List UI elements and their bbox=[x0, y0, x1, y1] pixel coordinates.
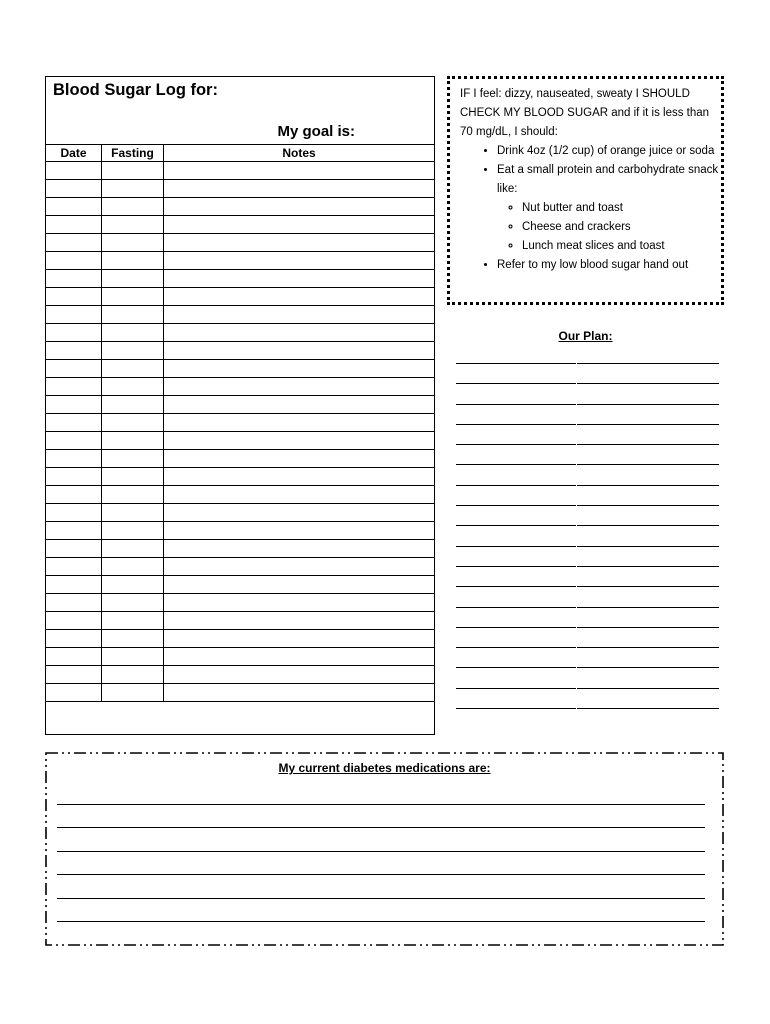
medication-line[interactable] bbox=[57, 874, 705, 897]
notes-cell[interactable] bbox=[164, 162, 435, 180]
column-header-notes: Notes bbox=[164, 145, 435, 162]
fasting-cell[interactable] bbox=[102, 540, 164, 558]
blood-sugar-log bbox=[45, 76, 435, 735]
date-cell[interactable] bbox=[46, 648, 102, 666]
log-row bbox=[46, 468, 435, 486]
plan-line[interactable] bbox=[456, 546, 719, 566]
date-cell[interactable] bbox=[46, 522, 102, 540]
warning-list bbox=[460, 142, 721, 275]
date-cell[interactable] bbox=[46, 162, 102, 180]
log-row bbox=[46, 666, 435, 684]
notes-cell[interactable] bbox=[164, 306, 435, 324]
fasting-cell[interactable] bbox=[102, 432, 164, 450]
date-cell[interactable] bbox=[46, 342, 102, 360]
date-cell[interactable] bbox=[46, 216, 102, 234]
notes-cell[interactable] bbox=[164, 648, 435, 666]
plan-line[interactable] bbox=[456, 607, 719, 627]
plan-lines bbox=[456, 363, 719, 728]
plan-line[interactable] bbox=[456, 363, 719, 383]
plan-line[interactable] bbox=[456, 627, 719, 647]
fasting-cell[interactable] bbox=[102, 414, 164, 432]
notes-cell[interactable] bbox=[164, 360, 435, 378]
date-cell[interactable] bbox=[46, 396, 102, 414]
log-row bbox=[46, 180, 435, 198]
medications-title: My current diabetes medications are: bbox=[278, 761, 491, 775]
log-row bbox=[46, 612, 435, 630]
plan-title: Our Plan: bbox=[558, 329, 613, 343]
plan-line[interactable] bbox=[456, 424, 719, 444]
date-cell[interactable] bbox=[46, 252, 102, 270]
log-row bbox=[46, 684, 435, 702]
plan-line[interactable] bbox=[456, 566, 719, 586]
notes-cell[interactable] bbox=[164, 216, 435, 234]
medication-line[interactable] bbox=[57, 804, 705, 827]
notes-cell[interactable] bbox=[164, 612, 435, 630]
medications-box bbox=[45, 752, 724, 946]
notes-cell[interactable] bbox=[164, 594, 435, 612]
log-row bbox=[46, 504, 435, 522]
warning-item-text: Eat a small protein and carbohydrate snack like: bbox=[497, 164, 719, 195]
plan-line[interactable] bbox=[456, 404, 719, 424]
medication-line[interactable] bbox=[57, 921, 705, 944]
log-row bbox=[46, 162, 435, 180]
plan-line[interactable] bbox=[456, 485, 719, 505]
date-cell[interactable] bbox=[46, 270, 102, 288]
plan-line[interactable] bbox=[456, 667, 719, 687]
log-row bbox=[46, 594, 435, 612]
date-cell[interactable] bbox=[46, 378, 102, 396]
notes-cell[interactable] bbox=[164, 378, 435, 396]
notes-cell[interactable] bbox=[164, 540, 435, 558]
plan-line[interactable] bbox=[456, 505, 719, 525]
date-cell[interactable] bbox=[46, 288, 102, 306]
goal-label: My goal is: bbox=[277, 123, 355, 140]
date-cell[interactable] bbox=[46, 414, 102, 432]
date-cell[interactable] bbox=[46, 684, 102, 702]
low-sugar-warning bbox=[447, 76, 724, 305]
log-row bbox=[46, 558, 435, 576]
notes-cell[interactable] bbox=[164, 324, 435, 342]
log-row bbox=[46, 324, 435, 342]
notes-cell[interactable] bbox=[164, 198, 435, 216]
date-cell[interactable] bbox=[46, 306, 102, 324]
fasting-cell[interactable] bbox=[102, 288, 164, 306]
plan-line[interactable] bbox=[456, 525, 719, 545]
plan-line[interactable] bbox=[456, 464, 719, 484]
notes-cell[interactable] bbox=[164, 396, 435, 414]
fasting-cell[interactable] bbox=[102, 324, 164, 342]
notes-cell[interactable] bbox=[164, 432, 435, 450]
log-body bbox=[46, 162, 435, 702]
log-row bbox=[46, 216, 435, 234]
fasting-cell[interactable] bbox=[102, 396, 164, 414]
log-row bbox=[46, 378, 435, 396]
fasting-cell[interactable] bbox=[102, 342, 164, 360]
log-title: Blood Sugar Log for: bbox=[53, 81, 218, 99]
fasting-cell[interactable] bbox=[102, 306, 164, 324]
fasting-cell[interactable] bbox=[102, 684, 164, 702]
medication-line[interactable] bbox=[57, 851, 705, 874]
notes-cell[interactable] bbox=[164, 180, 435, 198]
notes-cell[interactable] bbox=[164, 468, 435, 486]
fasting-cell[interactable] bbox=[102, 180, 164, 198]
notes-cell[interactable] bbox=[164, 504, 435, 522]
plan-line[interactable] bbox=[456, 688, 719, 708]
date-cell[interactable] bbox=[46, 612, 102, 630]
fasting-cell[interactable] bbox=[102, 558, 164, 576]
notes-cell[interactable] bbox=[164, 666, 435, 684]
date-cell[interactable] bbox=[46, 468, 102, 486]
notes-cell[interactable] bbox=[164, 576, 435, 594]
log-row bbox=[46, 432, 435, 450]
date-cell[interactable] bbox=[46, 234, 102, 252]
fasting-cell[interactable] bbox=[102, 648, 164, 666]
date-cell[interactable] bbox=[46, 180, 102, 198]
plan-line[interactable] bbox=[456, 647, 719, 667]
notes-cell[interactable] bbox=[164, 234, 435, 252]
fasting-cell[interactable] bbox=[102, 252, 164, 270]
date-cell[interactable] bbox=[46, 666, 102, 684]
medication-lines bbox=[57, 804, 705, 944]
log-row bbox=[46, 576, 435, 594]
log-row bbox=[46, 648, 435, 666]
date-cell[interactable] bbox=[46, 576, 102, 594]
log-table bbox=[45, 144, 435, 702]
log-row bbox=[46, 342, 435, 360]
medication-line[interactable] bbox=[57, 827, 705, 850]
fasting-cell[interactable] bbox=[102, 216, 164, 234]
log-row bbox=[46, 396, 435, 414]
notes-cell[interactable] bbox=[164, 522, 435, 540]
log-row bbox=[46, 234, 435, 252]
log-row bbox=[46, 306, 435, 324]
notes-cell[interactable] bbox=[164, 486, 435, 504]
log-row bbox=[46, 540, 435, 558]
fasting-cell[interactable] bbox=[102, 198, 164, 216]
log-row bbox=[46, 630, 435, 648]
plan-line[interactable] bbox=[456, 383, 719, 403]
log-row bbox=[46, 360, 435, 378]
fasting-cell[interactable] bbox=[102, 468, 164, 486]
warning-item: • Drink 4oz (1/2 cup) of orange juice or soda bbox=[497, 142, 721, 161]
fasting-cell[interactable] bbox=[102, 270, 164, 288]
notes-cell[interactable] bbox=[164, 252, 435, 270]
column-header-date: Date bbox=[46, 145, 102, 162]
notes-cell[interactable] bbox=[164, 558, 435, 576]
log-header-row bbox=[46, 145, 435, 162]
warning-intro: IF I feel: dizzy, nauseated, sweaty I SHOULD CHECK MY BLOOD SUGAR and if it is less than 70 mg/dL, I should: bbox=[460, 88, 710, 138]
fasting-cell[interactable] bbox=[102, 504, 164, 522]
notes-cell[interactable] bbox=[164, 630, 435, 648]
date-cell[interactable] bbox=[46, 594, 102, 612]
log-row bbox=[46, 270, 435, 288]
notes-cell[interactable] bbox=[164, 288, 435, 306]
fasting-cell[interactable] bbox=[102, 666, 164, 684]
plan-line[interactable] bbox=[456, 708, 719, 728]
snack-list bbox=[497, 199, 721, 256]
medication-line[interactable] bbox=[57, 898, 705, 921]
fasting-cell[interactable] bbox=[102, 594, 164, 612]
notes-cell[interactable] bbox=[164, 414, 435, 432]
fasting-cell[interactable] bbox=[102, 234, 164, 252]
log-row bbox=[46, 288, 435, 306]
notes-cell[interactable] bbox=[164, 342, 435, 360]
date-cell[interactable] bbox=[46, 450, 102, 468]
snack-item: ◦ Lunch meat slices and toast bbox=[522, 237, 721, 256]
fasting-cell[interactable] bbox=[102, 576, 164, 594]
date-cell[interactable] bbox=[46, 540, 102, 558]
plan-line[interactable] bbox=[456, 586, 719, 606]
log-row bbox=[46, 450, 435, 468]
notes-cell[interactable] bbox=[164, 684, 435, 702]
fasting-cell[interactable] bbox=[102, 630, 164, 648]
log-row bbox=[46, 252, 435, 270]
warning-item bbox=[497, 161, 721, 256]
fasting-cell[interactable] bbox=[102, 450, 164, 468]
fasting-cell[interactable] bbox=[102, 162, 164, 180]
snack-item: ◦ Nut butter and toast bbox=[522, 199, 721, 218]
notes-cell[interactable] bbox=[164, 450, 435, 468]
log-row bbox=[46, 522, 435, 540]
notes-cell[interactable] bbox=[164, 270, 435, 288]
plan-line[interactable] bbox=[456, 444, 719, 464]
fasting-cell[interactable] bbox=[102, 378, 164, 396]
snack-item: ◦ Cheese and crackers bbox=[522, 218, 721, 237]
date-cell[interactable] bbox=[46, 558, 102, 576]
fasting-cell[interactable] bbox=[102, 612, 164, 630]
fasting-cell[interactable] bbox=[102, 522, 164, 540]
date-cell[interactable] bbox=[46, 504, 102, 522]
warning-item: • Refer to my low blood sugar hand out bbox=[497, 256, 721, 275]
log-row bbox=[46, 198, 435, 216]
column-header-fasting: Fasting bbox=[102, 145, 164, 162]
fasting-cell[interactable] bbox=[102, 486, 164, 504]
date-cell[interactable] bbox=[46, 432, 102, 450]
date-cell[interactable] bbox=[46, 486, 102, 504]
fasting-cell[interactable] bbox=[102, 360, 164, 378]
date-cell[interactable] bbox=[46, 324, 102, 342]
log-row bbox=[46, 486, 435, 504]
log-row bbox=[46, 414, 435, 432]
date-cell[interactable] bbox=[46, 360, 102, 378]
date-cell[interactable] bbox=[46, 198, 102, 216]
date-cell[interactable] bbox=[46, 630, 102, 648]
